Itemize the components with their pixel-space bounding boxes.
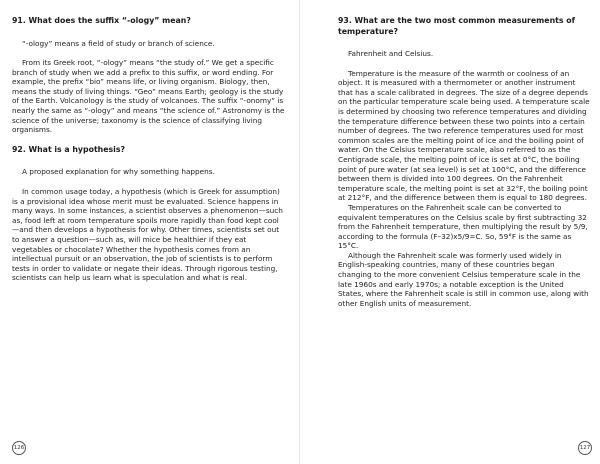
question-92-body: In common usage today, a hypothesis (which is Greek for assumption) is a provisional idea whose merit must be evaluated. Science happens in many ways. In some instances, a scientist observes a phenomenon—such as, food left at room temperature spoils more rapidly than food kept cool—and then develops a hypothesis for why. Other times, scientists set out to answer a question—such as, will mice be healthier if they eat vegetables or chocolate? Whether the hypothesis comes from an intellectual pursuit or an observation, the job of scientists is to perform tests in order to validate or negate their ideas. Through rigorous testing, scientists can help us learn what is speculation and what is real.	[12, 186, 283, 283]
question-93-body-1: Temperature is the measure of the warmth or coolness of an object. It is measured with a thermometer or another instrument that has a scale calibrated in degrees. The size of a degree depends on the particular temperature scale being used. A temperature scale is determined by choosing two reference temperatures and dividing the temperature difference between these two points into a certain number of degrees. The two reference temperatures used for most common scales are the melting point of ice and the boiling point of water. On the Celsius temperature scale, also referred to as the Centigrade scale, the melting point of ice is set at 0°C, the boiling point of pure water (at sea level) is set at 100°C, and the difference between them is divided into 100 degrees. On the Fahrenheit temperature scale, the melting point is set at 32°F, the boiling point at 212°F, and the difference between them is equal to 180 degrees.	[338, 68, 590, 203]
right-page	[300, 0, 600, 464]
right-page-number: 127	[578, 441, 592, 455]
question-93-answer: Fahrenheit and Celsius.	[348, 49, 434, 58]
question-93-body-3: Although the Fahrenheit scale was formerly used widely in English-speaking countries, many of these countries began changing to the more convenient Celsius temperature scale in the late 1960s and early 1970s; a notable exception is the United States, where the Fahrenheit scale is still in common use, along with other English units of measurement.	[338, 250, 589, 308]
question-91-heading: 91. What does the suffix “-ology” mean?	[12, 16, 191, 25]
question-91-answer: “-ology” means a field of study or branch of science.	[22, 38, 215, 48]
question-93-heading: 93. What are the two most common measurements of temperature?	[338, 16, 575, 36]
question-92-answer: A proposed explanation for why something happens.	[22, 167, 215, 177]
question-91-body: From its Greek root, “-ology” means “the study of.” We get a specific branch of study when we add a prefix to this suffix, or word ending. For example, the prefix “bio” means life, or living organism. Biology, then, means the study of living things. “Geo” means Earth; geology is the study of the Earth. Volcanology is the study of volcanoes. The suffix “-onomy” is nearly the same as “-ology” and means “the science of.” Astronomy is the science of the universe; taxonomy is the science of classifying living organisms.	[12, 58, 285, 135]
left-page-number: 126	[12, 441, 26, 455]
question-93-body-2: Temperatures on the Fahrenheit scale can be converted to equivalent temperatures on the Celsius scale by first subtracting 32 from the Fahrenheit temperature, then multiplying the result by 5/9, according to the formula (F–32)x5/9=C. So, 59°F is the same as 15°C.	[338, 202, 588, 251]
question-92-heading: 92. What is a hypothesis?	[12, 144, 125, 154]
